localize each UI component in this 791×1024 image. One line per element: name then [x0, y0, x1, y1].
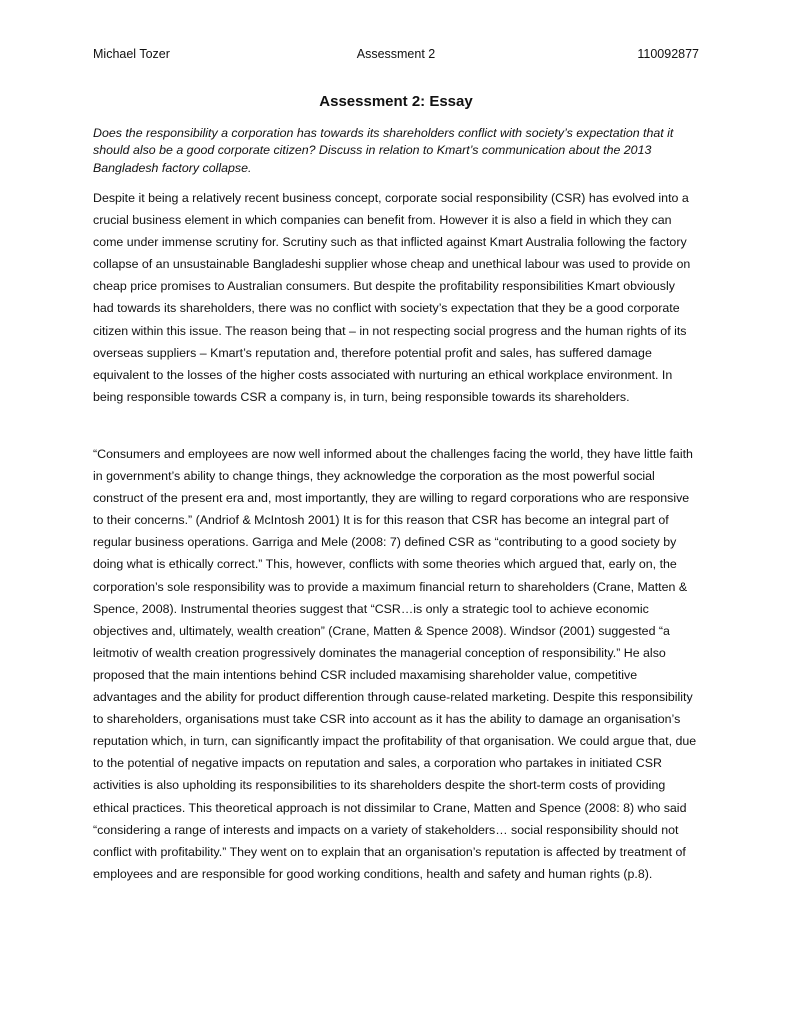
- body-paragraph-1: Despite it being a relatively recent business concept, corporate social responsibility (CSR) has evolved into a crucial business element in which companies can benefit from. However it is also a field in which they can come under immense scrutiny for. Scrutiny such as that inflicted against Kmart Australia following the factory collapse of an unsustainable Bangladeshi supplier whose cheap and unethical labour was used to provide on cheap price promises to Australian consumers. But despite the profitability responsibilities Kmart obviously had towards its shareholders, there was no conflict with society’s expectation that they be a good corporate citizen within this issue. The reason being that – in not respecting social progress and the human rights of its overseas suppliers – Kmart’s reputation and, therefore potential profit and sales, has suffered damage equivalent to the losses of the higher costs associated with nurturing an ethical workplace environment. In being responsible towards CSR a company is, in turn, being responsible towards its shareholders.: [93, 191, 691, 404]
- essay-title: Assessment 2: Essay: [319, 93, 473, 110]
- body-paragraph-2: “Consumers and employees are now well informed about the challenges facing the world, they have little faith in government’s ability to change things, they acknowledge the corporation as the most powerful social construct of the present era and, most importantly, they are willing to regard corporations who are responsive to their concerns.” (Andriof & McIntosh 2001) It is for this reason that CSR has become an integral part of regular business operations. Garriga and Mele (2008: 7) defined CSR as “contributing to a good society by doing what is ethically correct.” This, however, conflicts with some theories which argued that, early on, the corporation’s sole responsibility was to provide a maximum financial return to shareholders (Crane, Matten & Spence, 2008). Instrumental theories suggest that “CSR…is only a strategic tool to achieve economic objectives and, ultimately, wealth creation” (Crane, Matten & Spence 2008). Windsor (2001) suggested “a leitmotiv of wealth creation progressively dominates the managerial conception of responsibility.” He also proposed that the main intentions behind CSR included maxamising shareholder value, competitive advantages and the ability for product differention through cause-related marketing. Despite this responsibility to shareholders, organisations must take CSR into account as it has the ability to damage an organisation’s reputation which, in turn, can significantly impact the profitability of that organisation. We could argue that, due to the potential of negative impacts on reputation and sales, a corporation who partakes in initiated CSR activities is also upholding its responsibilities to its shareholders despite the short-term costs of providing ethical practices. This theoretical approach is not dissimilar to Crane, Matten and Spence (2008: 8) who said “considering a range of interests and impacts on a variety of stakeholders… social responsibility should not conflict with profitability.” They went on to explain that an organisation’s reputation is affected by treatment of employees and are responsible for good working conditions, health and safety and human rights (p.8).: [93, 447, 697, 881]
- essay-prompt: Does the responsibility a corporation has towards its shareholders conflict with society’s expectation that it should also be a good corporate citizen? Discuss in relation to Kmart’s communication about the 2013 Bangladesh factory collapse.: [93, 126, 674, 175]
- header-author: Michael Tozer: [93, 47, 170, 61]
- page-header: [93, 45, 699, 63]
- header-student-id: 110092877: [637, 47, 699, 61]
- header-assessment: Assessment 2: [356, 47, 436, 61]
